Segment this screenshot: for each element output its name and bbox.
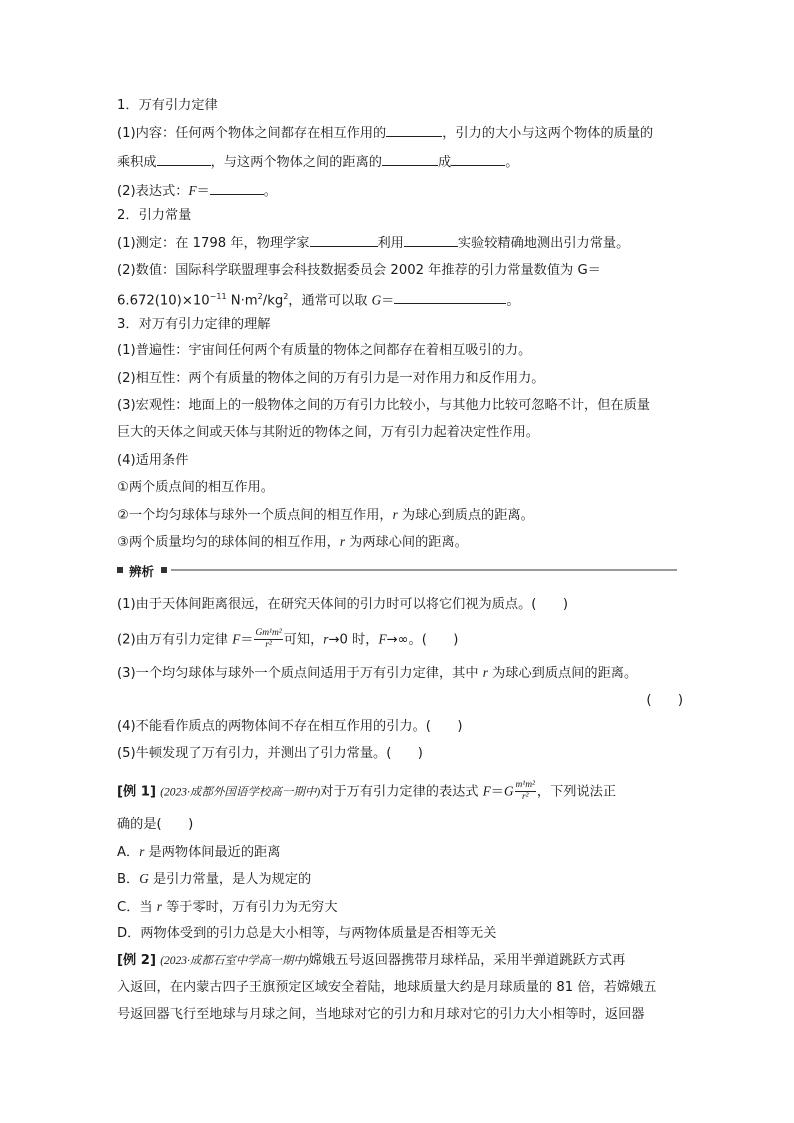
answer-blank (310, 233, 378, 247)
answer-blank (382, 152, 438, 166)
constant-value-line-1: (2)数值：国际科学联盟理事会科技数据委员会 2002 年推荐的引力常量数值为 G＝ (117, 263, 601, 278)
judge-item-1: (1)由于天体间距离很远，在研究天体间的引力时可以将它们视为质点。( ) (117, 597, 568, 612)
example-2-line-2: 入返回，在内蒙古四子王旗预定区域安全着陆，地球质量大约是月球质量的 81 倍，若嫦娥五 (117, 980, 657, 995)
mutuality-text: (2)相互性：两个有质量的物体之间的万有引力是一对作用力和反作用力。 (117, 371, 545, 386)
condition-3: ③两个质量均匀的球体间的相互作用，r 为两球心间的距离。 (117, 534, 468, 550)
section-2-heading: 2．引力常量 (117, 208, 192, 223)
constant-value-line-2: $6.672(10)\times 10^{-11}$ $N\cdot m^2/kg^2$，通常可以取 G＝ 。 (117, 292, 520, 309)
answer-blank (394, 290, 506, 304)
example-2-line-1: [例 2] (2023·成都石室中学高一期中)嫦娥五号返回器携带月球样品，采用半弹道跳跃方式再 (117, 953, 626, 968)
option-a: A．r 是两物体间最近的距离 (117, 844, 281, 860)
bianxi-divider (117, 564, 677, 578)
constant-measure-line: (1)测定：在 1798 年，物理学家 利用 实验较精确地测出引力常量。 (117, 233, 683, 253)
gravity-fraction: $\frac{\text{m¹m²}}{\text{r²}}$ (515, 780, 535, 802)
judge-item-3: (3)一个均匀球体与球外一个质点间适用于万有引力定律，其中 r 为球心到质点间的距离。 (117, 665, 638, 681)
macro-text-line-2: 巨大的天体之间或天体与其附近的物体之间，万有引力起着决定性作用。 (117, 425, 539, 440)
section-3-heading: 3．对万有引力定律的理解 (117, 317, 271, 332)
example-1-stem: [例 1] (2023·成都外国语学校高一期中)对于万有引力定律的表达式 F＝G $\frac{\text{m¹m²}}{\text{r²}}$ ，下列说法正 (117, 780, 617, 802)
option-d: D．两物体受到的引力总是大小相等，与两物体质量是否相等无关 (117, 926, 497, 941)
answer-blank (157, 152, 211, 166)
section-1-heading: 1．万有引力定律 (117, 98, 218, 113)
example-2-line-3: 号返回器飞行至地球与月球之间，当地球对它的引力和月球对它的引力大小相等时，返回器 (117, 1007, 645, 1022)
gravity-fraction: $\frac{\text{Gm¹m²}}{\text{r²}}$ (255, 628, 282, 650)
condition-2: ②一个均匀球体与球外一个质点间的相互作用，r 为球心到质点的距离。 (117, 507, 534, 523)
example-1-stem-cont: 确的是( ) (117, 817, 194, 832)
answer-blank (404, 233, 458, 247)
square-marker-icon (117, 567, 123, 573)
judge-item-4: (4)不能看作质点的两物体间不存在相互作用的引力。( ) (117, 719, 463, 734)
square-marker-icon (161, 567, 167, 573)
answer-blank (386, 123, 442, 137)
divider-rule (171, 569, 677, 571)
judge-item-2: (2)由万有引力定律 F＝ $\frac{\text{Gm¹m²}}{\text{r²}}$ 可知，r→0 时，F→∞。( ) (117, 628, 459, 650)
law-content-line-2: 乘积成 ，与这两个物体之间的距离的 成 。 (117, 152, 683, 172)
condition-1: ①两个质点间的相互作用。 (117, 480, 274, 495)
macro-text-line-1: (3)宏观性：地面上的一般物体之间的万有引力比较小，与其他力比较可忽略不计，但在质量 (117, 398, 650, 413)
universality-text: (1)普遍性：宇宙间任何两个有质量的物体之间都存在着相互吸引的力。 (117, 343, 532, 358)
answer-blank (210, 181, 264, 195)
option-b: B．G 是引力常量，是人为规定的 (117, 871, 312, 887)
law-expression-line: (2)表达式：F＝ 。 (117, 183, 277, 199)
option-c: C．当 r 等于零时，万有引力为无穷大 (117, 899, 338, 915)
bianxi-label: 辨析 (129, 564, 155, 579)
judge-item-5: (5)牛顿发现了万有引力，并测出了引力常量。( ) (117, 746, 423, 761)
conditions-heading: (4)适用条件 (117, 453, 189, 468)
document-page: 1．万有引力定律 (1)内容：任何两个物体之间都存在相互作用的 ，引力的大小与这两个物体的质量的 乘积成 ，与这两个物体之间的距离的 成 。 (2)表达式：F＝ 。 2．引力常量 (1)测定：在 1798 年，物理学家 利用 实验较精确地测出引力常量。 (2)数值：国际科学联盟理事会科技数据委员会 2002 年推荐的引力常量数值为 G＝ $6.672(10)\times 10^{-11}$ $N\cdot m^2/kg^2$，通常可以取 G＝ 。 3．对万有引力定律的理解 (1)普遍性：宇宙间任何两个有质量的物体之间都存在着相互吸引的力。 (2)相互性：两个有质量的物体之间的万有引力是一对作用力和反作用力。 (3)宏观性：地面上的一般物体之间的万有引力比较小，与其他力比较可忽略不计，但在质量 巨大的天体之间或天体与其附近的物体之间，万有引力起着决定性作用。 (4)适用条件 ①两个质点间的相互作用。 ②一个均匀球体与球外一个质点间的相互作用，r 为球心到质点的距离。 ③两个质量均匀的球体间的相互作用，r 为两球心间的距离。 辨析 (1)由于天体间距离很远，在研究天体间的引力时可以将它们视为质点。( ) (2)由万有引力定律 F＝ $\frac{\text{Gm¹m²}}{\text{r²}}$ 可知，r→0 时，F→∞。( ) (3)一个均匀球体与球外一个质点间适用于万有引力定律，其中 r 为球心到质点间的距离。 ( ) (4)不能看作质点的两物体间不存在相互作用的引力。( ) (5)牛顿发现了万有引力，并测出了引力常量。( ) [例 1] (2023·成都外国语学校高一期中)对于万有引力定律的表达式 F＝G $\frac{\text{m¹m²}}{\text{r²}}$ ，下列说法正 确的是( ) A．r 是两物体间最近的距离 B．G 是引力常量，是人为规定的 C．当 r 等于零时，万有引力为无穷大 D．两物体受到的引力总是大小相等，与两物体质量是否相等无关 [例 2] (2023·成都石室中学高一期中)嫦娥五号返回器携带月球样品，采用半弹道跳跃方式再 入返回，在内蒙古四子王旗预定区域安全着陆，地球质量大约是月球质量的 81 倍，若嫦娥五 号返回器飞行至地球与月球之间，当地球对它的引力和月球对它的引力大小相等时，返回器 (117, 98, 683, 1022)
law-content-line-1: (1)内容：任何两个物体之间都存在相互作用的 ，引力的大小与这两个物体的质量的 (117, 123, 683, 143)
answer-blank (451, 152, 505, 166)
